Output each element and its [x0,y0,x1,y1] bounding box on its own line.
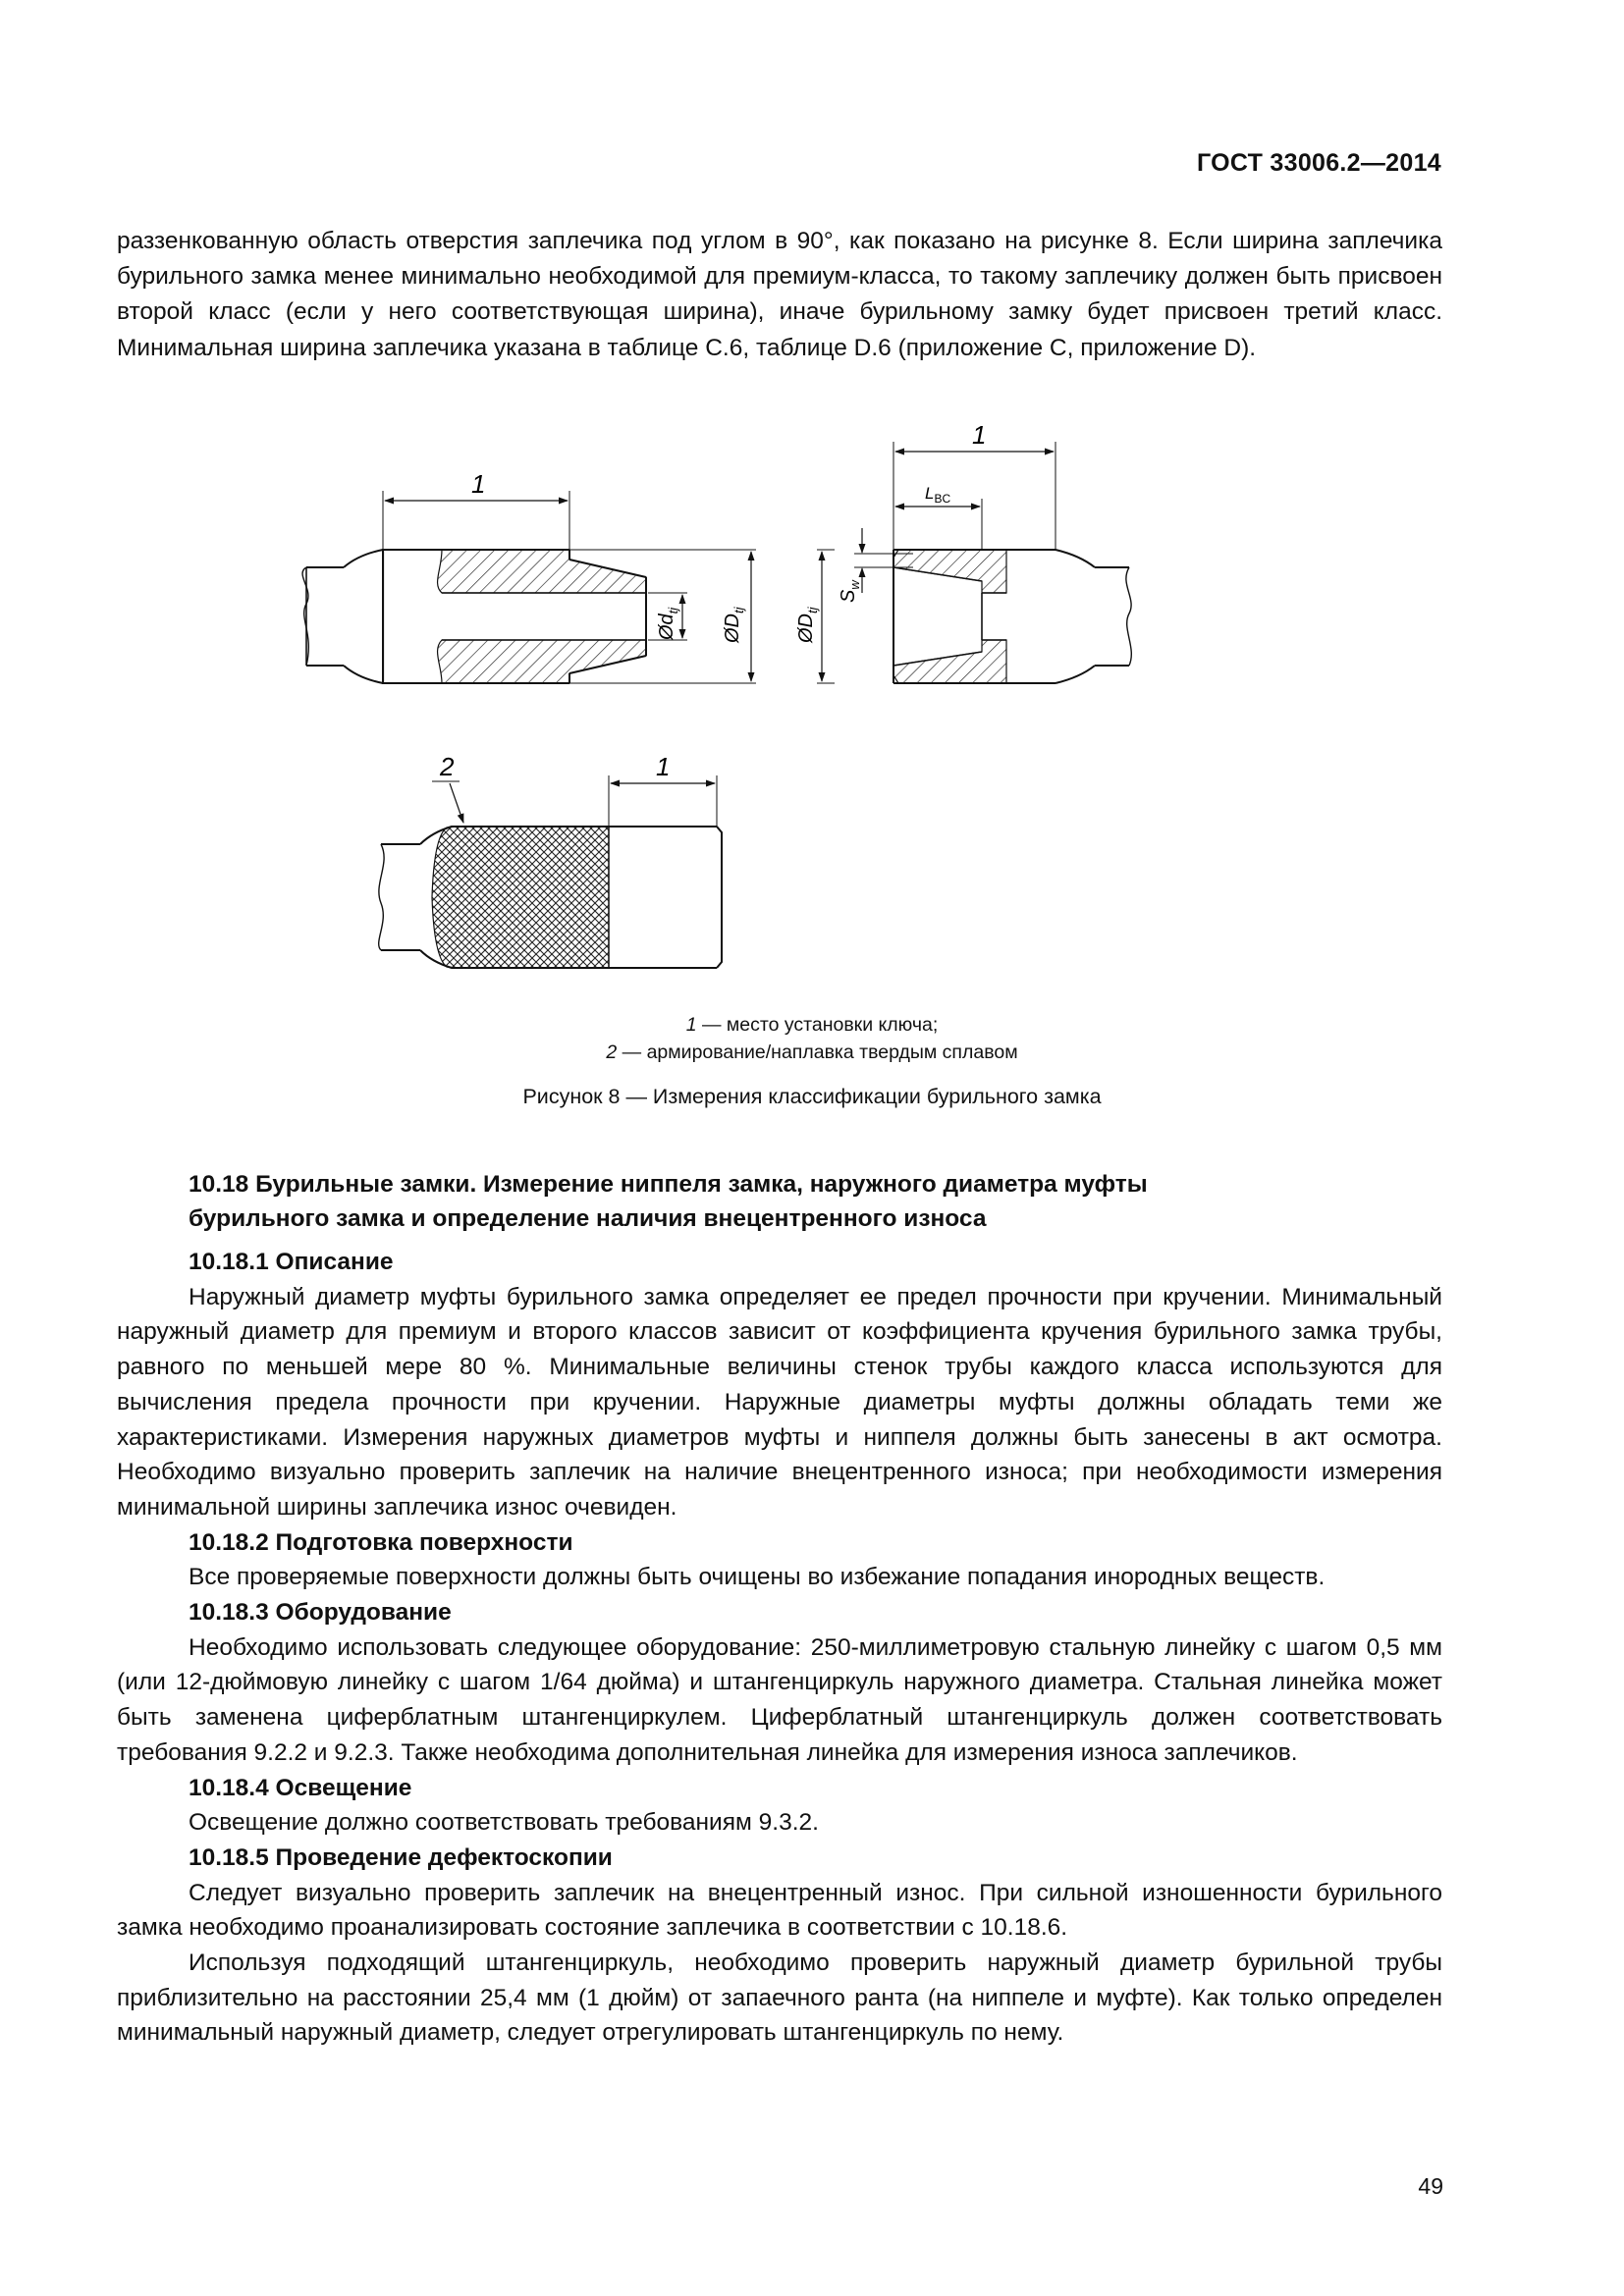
legend-1-text: — место установки ключа; [696,1014,939,1036]
subsection-heading-3: 10.18.3 Оборудование [189,1599,452,1627]
subsection-heading-5: 10.18.5 Проведение дефектоскопии [189,1843,613,1871]
subsection-text-3: Необходимо использовать следующее оборудование: 250-миллиметровую стальную линейку с шагом 0,5 мм (или 12-дюймовую линейку с шагом 1/64 дюйма) и штангенциркуль наружного диаметра. Стальная линейка может быть заменена циферблатным штангенциркулем. Циферблатный штангенциркуль должен соответствовать требования 9.2.2 и 9.2.3. Также необходима дополнительная линейка для измерения износа заплечиков. [117,1633,1442,1766]
box-dim-D-label: $ØD_{tj}$ [795,607,820,643]
subsection-text-5a: Следует визуально проверить заплечик на внецентренный износ. При сильной изношенности бурильного замка необходимо проанализировать состояние заплечика в соответствии с 10.18.6. [117,1879,1442,1942]
subsection-text-5b: Используя подходящий штангенциркуль, необходимо проверить наружный диаметр бурильной трубы приблизительно на расстоянии 25,4 мм (1 дюйм) от запаечного ранта (на ниппеле и муфте). Как только определен минимальный наружный диаметр, следует отрегулировать штангенциркуль по нему. [117,1949,1442,2047]
section-body [117,1245,1442,2051]
pin-wall-top [438,550,646,593]
pin-dim-d-label: $Ød_{tj}$ [656,607,680,640]
figure-caption: Рисунок 8 — Измерения классификации бурильного замка [522,1085,1102,1108]
section-title-line-2: бурильного замка и определение наличия внецентренного износа [189,1205,987,1232]
legend-2-number: 2 [606,1041,618,1063]
hardband-dim-1-label: 1 [656,752,671,781]
box-wall-bottom-hatch [893,640,1006,683]
figure-legend-1 [0,1011,1624,1039]
pin-dim-1-label: 1 [471,469,486,499]
pin-wall-bottom [438,640,646,683]
hardband-leader [450,783,463,823]
hardband-knurl [432,827,609,969]
page-number: 49 [1418,2173,1443,2199]
box-dim-Sw-label: $S_w$ [838,580,862,603]
subsection-heading-4: 10.18.4 Освещение [189,1774,412,1801]
subsection-text-2: Все проверяемые поверхности должны быть очищены во избежание попадания инородных веществ. [189,1564,1326,1591]
box-dim-1-label: 1 [972,420,987,450]
intro-paragraph: раззенкованную область отверстия заплечика под углом в 90°, как показано на рисунке 8. Если ширина заплечика бурильного замка менее минимально необходимой для премиум-класса, то такому заплечику должен быть присвоен второй класс (если у него соответствующая ширина), иначе бурильному замку будет присвоен третий класс. Минимальная ширина заплечика указана в таблице С.6, таблице D.6 (приложение С, приложение D). [117,228,1442,361]
subsection-heading-2: 10.18.2 Подготовка поверхности [189,1528,573,1556]
figure-8-drawing [285,412,1296,1070]
legend-1-number: 1 [685,1014,697,1036]
hardband-label-2: 2 [440,752,455,781]
section-title [189,1167,1416,1236]
figure-legend-2 [0,1039,1624,1066]
subsection-text-4: Освещение должно соответствовать требованиям 9.3.2. [189,1809,819,1837]
subsection-text-1: Наружный диаметр муфты бурильного замка определяет ее предел прочности при кручении. Минимальный наружный диаметр для премиум и второго классов зависит от коэффициента кручения бурильного замка трубы, равного по меньшей мере 80 %. Минимальные величины стенок трубы каждого класса используются для вычисления предела прочности при кручении. Наружные диаметры муфты должны обладать теми же характеристиками. Измерения наружных диаметров муфты и ниппеля должны быть занесены в акт осмотра. Необходимо визуально проверить заплечик на наличие внецентренного износа; при необходимости измерения минимальной ширины заплечика износ очевиден. [117,1283,1442,1521]
section-title-line-1: 10.18 Бурильные замки. Измерение ниппеля замка, наружного диаметра муфты [189,1171,1148,1198]
box-dim-Lbc-label: $L_{BC}$ [925,484,951,506]
pin-dim-D-label: $ØD_{tj}$ [722,607,746,643]
legend-2-text: — армирование/наплавка твердым сплавом [617,1041,1018,1063]
box-wall-top-hatch [893,550,1006,593]
document-number: ГОСТ 33006.2—2014 [1196,149,1441,177]
subsection-heading-1: 10.18.1 Описание [189,1249,394,1275]
